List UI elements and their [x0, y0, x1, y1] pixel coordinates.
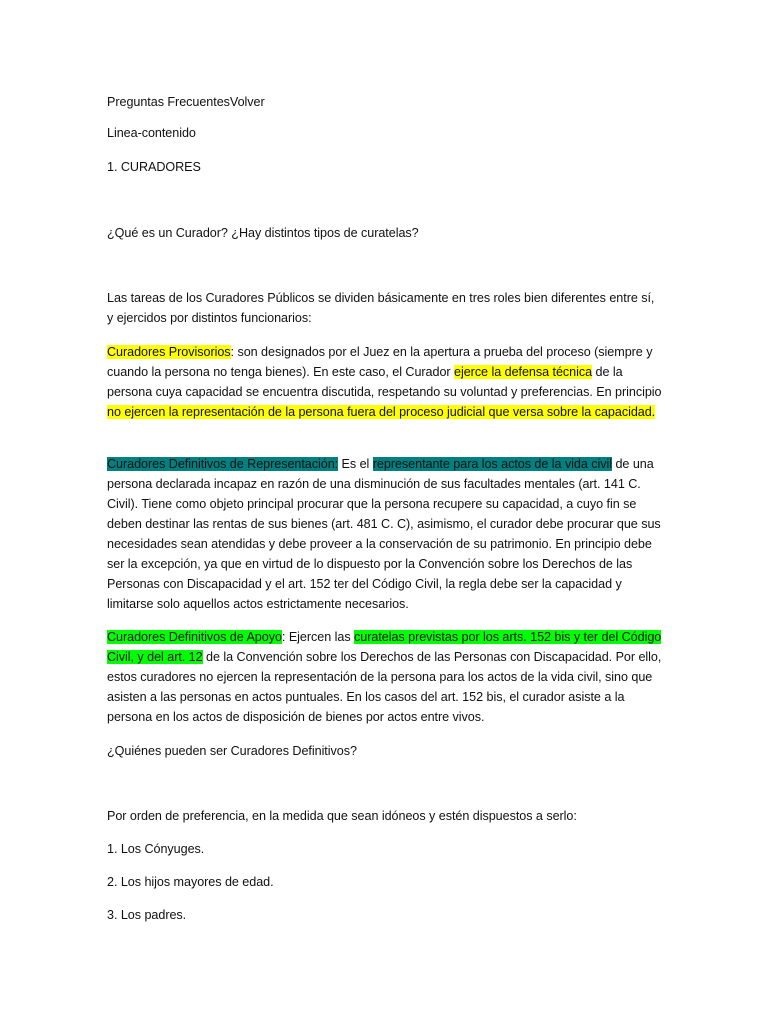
paragraph-provisorios — [107, 342, 663, 422]
paragraph-apoyo — [107, 627, 663, 727]
term-representacion: Curadores Definitivos de Representación: — [107, 457, 339, 471]
representacion-text-1: Es el — [338, 457, 373, 471]
question-curador: ¿Qué es un Curador? ¿Hay distintos tipos de curatelas? — [107, 226, 419, 240]
provisorios-highlight-1: ejerce la defensa técnica — [454, 365, 593, 379]
section-title: 1. CURADORES — [107, 160, 201, 174]
apoyo-highlight-1: curatelas previstas por los arts. 152 bis y ter del Código Civil, y del art. 12 — [107, 630, 662, 664]
intro-paragraph: Las tareas de los Curadores Públicos se dividen básicamente en tres roles bien diferentes entre sí, y ejercidos por distintos funcionarios: — [107, 291, 655, 325]
question-definitivos: ¿Quiénes pueden ser Curadores Definitivos? — [107, 744, 357, 758]
provisorios-text-1: : son designados por el Juez en la apertura a prueba del proceso (siempre y cuando la persona no tenga bienes). En este caso, el Curador — [107, 345, 653, 379]
provisorios-highlight-2: no ejercen la representación de la persona fuera del proceso judicial que versa sobre la capacidad. — [107, 405, 656, 419]
term-apoyo: Curadores Definitivos de Apoyo — [107, 630, 282, 644]
list-item: 2. Los hijos mayores de edad. — [107, 875, 274, 889]
breadcrumb: Preguntas FrecuentesVolver — [107, 95, 265, 109]
preference-intro: Por orden de preferencia, en la medida que sean idóneos y estén dispuestos a serlo: — [107, 809, 577, 823]
apoyo-text-2: de la Convención sobre los Derechos de las Personas con Discapacidad. Por ello, estos curadores no ejercen la representación de la persona para los actos de la vida civil, sino que asisten a las personas en actos puntuales. En los casos del art. 152 bis, el curador asiste a la persona en los actos de disposición de bienes por actos entre vivos. — [107, 650, 662, 724]
provisorios-text-2: de la persona cuya capacidad se encuentra discutida, respetando su voluntad y preferencias. En principio — [107, 365, 662, 399]
representacion-text-2: de una persona declarada incapaz en razón de una disminución de sus facultades mentales (art. 141 C. Civil). Tiene como objeto principal procurar que la persona recupere su capacidad, a cuyo fin se deben destinar las rentas de sus bienes (art. 481 C. C), asimismo, el curador debe procurar que sus necesidades sean atendidas y debe proveer a la conservación de su patrimonio. En principio debe ser la excepción, ya que en virtud de lo dispuesto por la Convención sobre los Derechos de las Personas con Discapacidad y el art. 152 ter del Código Civil, la regla debe ser la capacidad y limitarse solo aquellos actos estrictamente necesarios. — [107, 457, 661, 611]
list-item: 3. Los padres. — [107, 908, 187, 922]
list-item: 1. Los Cónyuges. — [107, 842, 205, 856]
apoyo-text-1: : Ejercen las — [281, 630, 355, 644]
term-provisorios: Curadores Provisorios — [107, 345, 231, 359]
representacion-highlight-1: representante para los actos de la vida civil — [372, 457, 613, 471]
paragraph-representacion — [107, 454, 663, 614]
page-subtitle: Linea-contenido — [107, 126, 196, 140]
